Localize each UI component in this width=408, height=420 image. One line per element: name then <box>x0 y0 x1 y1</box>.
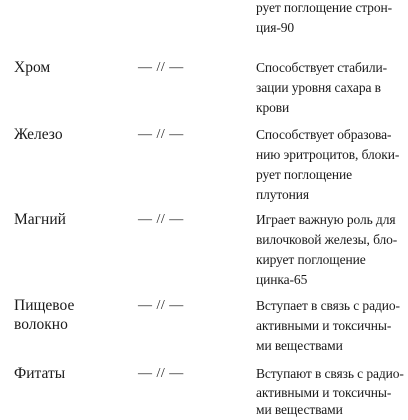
ditto-mark: — // — <box>138 212 184 227</box>
effect-line: активными и токсичны- <box>256 385 392 400</box>
ditto-mark: — // — <box>138 127 184 142</box>
nutrient-name: Фитаты <box>14 365 66 382</box>
ditto-mark: — // — <box>138 366 184 381</box>
nutrient-name: Хром <box>14 59 51 76</box>
effect-line: Вступает в связь с радио- <box>256 298 400 313</box>
effect-line: ми веществами <box>256 338 343 353</box>
continued-effect-line-1: рует поглощение строн- <box>256 0 393 15</box>
effect-line: зации уровня сахара в <box>256 80 381 95</box>
nutrient-name: Пищевое <box>14 297 75 314</box>
effect-line: Играет важную роль для <box>256 212 396 227</box>
effect-line: Вступают в связь с радио- <box>256 366 404 381</box>
effect-line: рует поглощение <box>256 167 353 182</box>
effect-line: Способствует стабили- <box>256 60 388 75</box>
nutrient-name: Магний <box>14 211 66 228</box>
effect-line: кирует поглощение <box>256 252 366 267</box>
effect-line: крови <box>256 100 290 115</box>
effect-line: вилочковой железы, бло- <box>256 232 398 247</box>
nutrient-name: Железо <box>14 126 63 143</box>
nutrient-name: волокно <box>14 316 68 333</box>
effect-line: цинка-65 <box>256 272 308 287</box>
effect-line: нию эритроцитов, блоки- <box>256 147 400 162</box>
continued-effect-line-2: ция-90 <box>256 20 295 35</box>
effect-line: Способствует образова- <box>256 127 392 142</box>
effect-line: плутония <box>256 187 310 202</box>
effect-line: ми веществами <box>256 402 343 417</box>
ditto-mark: — // — <box>138 298 184 313</box>
effect-line: активными и токсичны- <box>256 318 392 333</box>
ditto-mark: — // — <box>138 60 184 75</box>
